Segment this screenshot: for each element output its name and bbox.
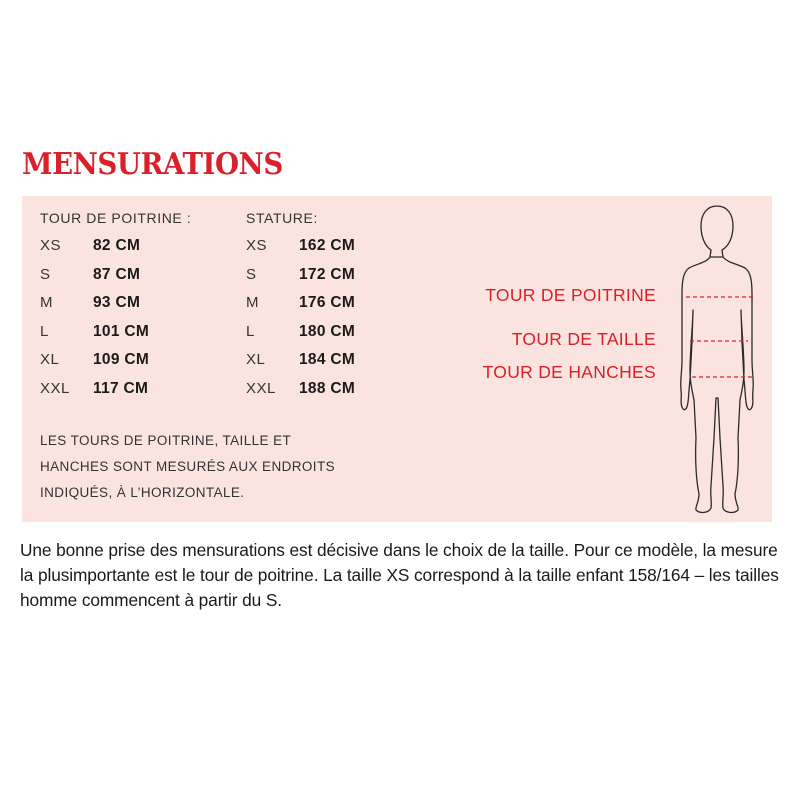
figure-head-outline — [701, 206, 733, 257]
chest-value: 117 CM — [93, 379, 149, 397]
height-value: 180 CM — [299, 322, 356, 340]
size-chart-panel — [22, 196, 772, 522]
size-code: L — [246, 322, 255, 340]
height-row-s — [246, 261, 446, 290]
measurement-note-line: INDIQUÉS, À L’HORIZONTALE. — [40, 485, 245, 500]
size-code: S — [40, 265, 51, 283]
chest-value: 101 CM — [93, 322, 150, 340]
chest-row-xl — [40, 346, 240, 375]
height-row-m — [246, 289, 446, 318]
size-code: M — [246, 294, 259, 312]
size-code: XXL — [246, 379, 276, 397]
chest-row-m — [40, 289, 240, 318]
chest-row-xxl — [40, 375, 240, 404]
chest-measure-label: TOUR DE POITRINE — [485, 285, 656, 305]
chest-column-header: TOUR DE POITRINE : — [40, 210, 192, 226]
height-value: 176 CM — [299, 294, 356, 312]
chest-row-l — [40, 318, 240, 347]
chest-value: 82 CM — [93, 237, 141, 254]
hips-measure-label: TOUR DE HANCHES — [482, 362, 656, 382]
figure-body-outline — [681, 257, 754, 512]
chest-value: 93 CM — [93, 294, 141, 312]
height-value: 172 CM — [299, 265, 356, 283]
chest-row-s — [40, 261, 240, 290]
measurement-note-line: LES TOURS DE POITRINE, TAILLE ET — [40, 433, 292, 448]
height-row-xl — [246, 346, 446, 375]
height-row-l — [246, 318, 446, 347]
chest-value: 87 CM — [93, 265, 141, 283]
height-row-xs — [246, 232, 446, 261]
height-value: 188 CM — [299, 379, 356, 397]
measurement-note-line: HANCHES SONT MESURÉS AUX ENDROITS — [40, 459, 335, 474]
measurement-note — [40, 428, 390, 506]
height-column-header: STATURE: — [246, 210, 318, 226]
size-code: L — [40, 322, 49, 340]
chest-size-column — [40, 210, 240, 404]
height-row-xxl — [246, 375, 446, 404]
size-code: XXL — [40, 379, 70, 397]
waist-measure-label: TOUR DE TAILLE — [511, 329, 656, 349]
size-code: XS — [246, 237, 268, 254]
height-value: 184 CM — [299, 351, 356, 369]
size-code: XS — [40, 237, 62, 254]
size-code: XL — [40, 351, 60, 369]
size-code: S — [246, 265, 257, 283]
height-size-column — [246, 210, 446, 404]
size-code: XL — [246, 351, 266, 369]
chest-row-xs — [40, 232, 240, 261]
page-title: MENSURATIONS — [22, 147, 283, 182]
chest-value: 109 CM — [93, 351, 150, 369]
size-advice-paragraph: Une bonne prise des mensurations est décisive dans le choix de la taille. Pour ce modèle, la mesure la plusimportante est le tour de poitrine. La taille XS correspond à la taille enfant 158/164 – les tailles homme commencent à partir du S. — [20, 540, 779, 610]
size-code: M — [40, 294, 53, 312]
body-outline-figure — [672, 202, 762, 518]
height-value: 162 CM — [299, 237, 356, 254]
